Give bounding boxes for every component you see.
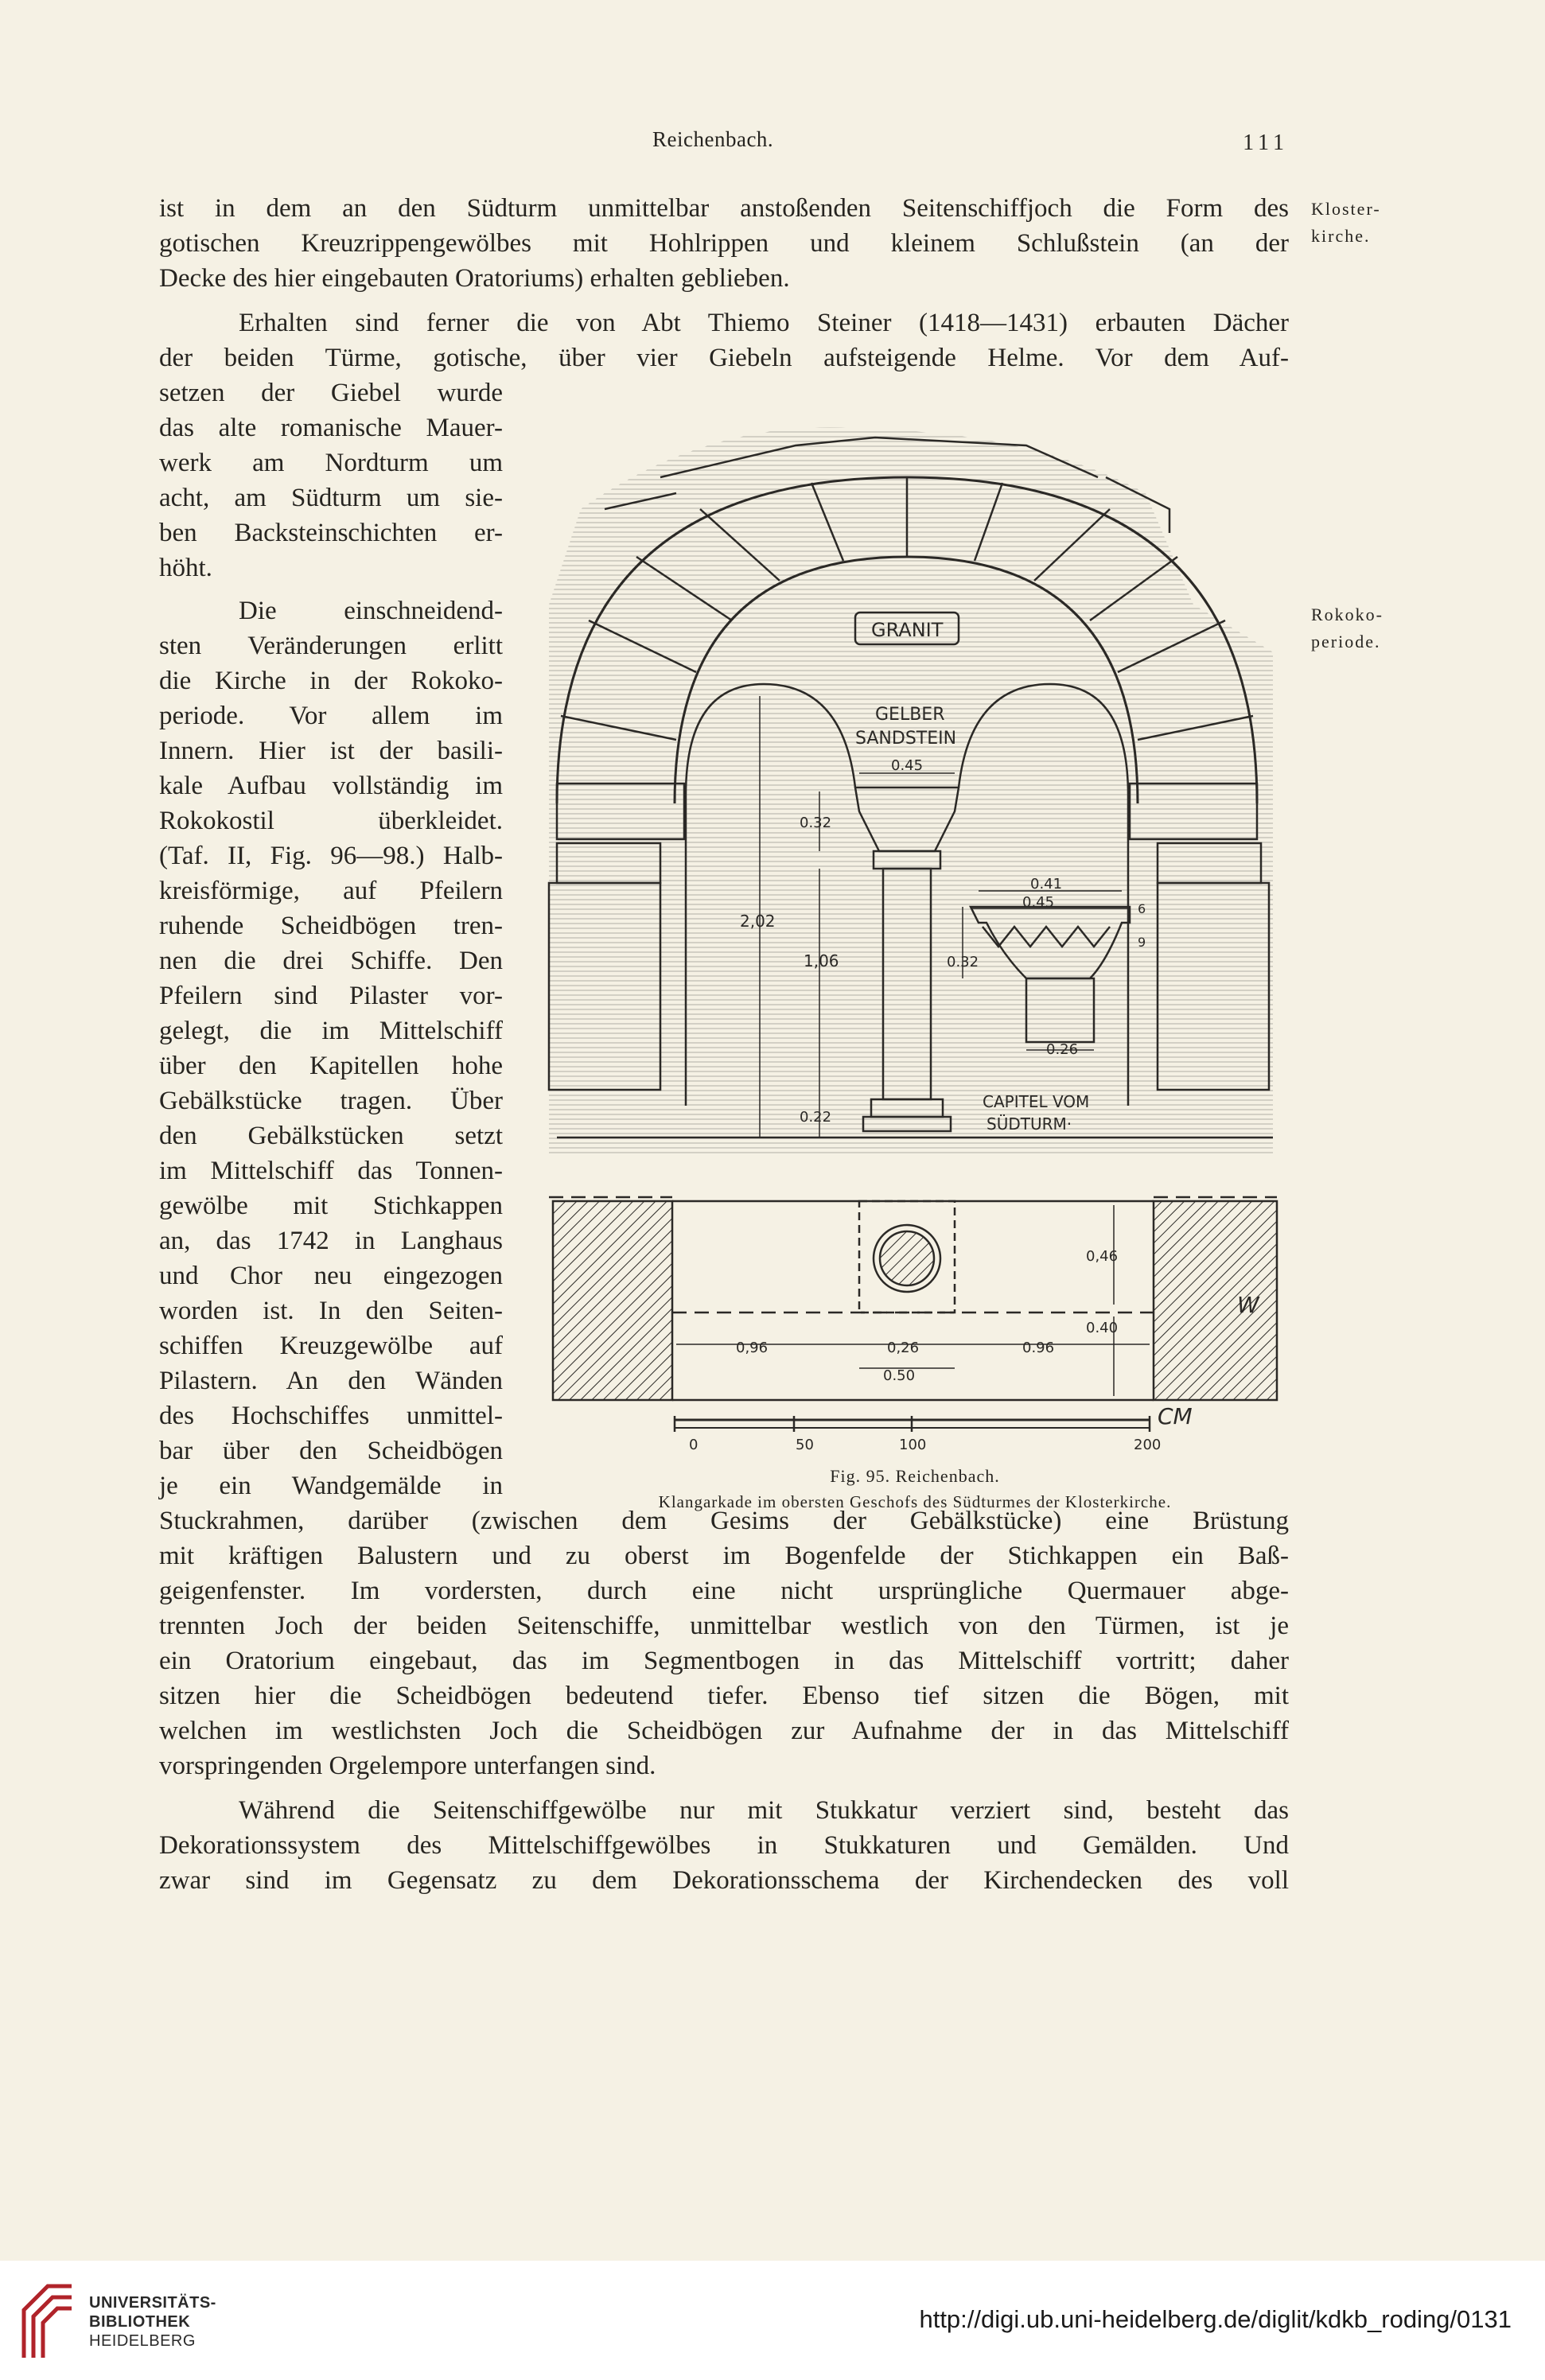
page-number: 111 <box>1243 130 1289 155</box>
dim-050: 0.50 <box>883 1367 916 1384</box>
label-gelber: GELBER <box>875 705 945 725</box>
dim-032: 0.32 <box>800 815 832 831</box>
body-line: im Mittelschiff das Tonnen- <box>159 1157 503 1185</box>
body-line: Erhalten sind ferner die von Abt Thiemo Steiner (1418—1431) erbauten Dächer <box>239 309 1289 337</box>
body-line: schiffen Kreuzgewölbe auf <box>159 1332 503 1360</box>
body-line: und Chor neu eingezogen <box>159 1262 503 1290</box>
source-url-link[interactable]: http://digi.ub.uni-heidelberg.de/diglit/kdkb_roding/0131 <box>919 2305 1512 2333</box>
body-line: zwar sind im Gegensatz zu dem Dekorationsschema der Kirchendecken des voll <box>159 1866 1289 1895</box>
dim-026-plan: 0,26 <box>887 1340 920 1356</box>
body-line: gelegt, die im Mittelschiff <box>159 1017 503 1045</box>
figure-caption-title: Fig. 95. Reichenbach. <box>830 1466 1000 1486</box>
body-line: (Taf. II, Fig. 96—98.) Halb- <box>159 842 503 870</box>
dim-106: 1,06 <box>804 951 839 970</box>
body-line: welchen im westlichsten Joch die Scheidbögen zur Aufnahme der in das Mittelschiff <box>159 1717 1289 1745</box>
body-line: nen die drei Schiffe. Den <box>159 947 503 975</box>
body-line: ruhende Scheidbögen tren- <box>159 912 503 940</box>
label-sandstein: SANDSTEIN <box>855 729 957 749</box>
margin-note-periode: periode. <box>1311 632 1381 651</box>
running-head <box>159 127 1289 167</box>
body-line: ben Backsteinschichten er- <box>159 519 503 547</box>
body-line: Innern. Hier ist der basili- <box>159 737 503 765</box>
library-name-line: BIBLIOTHEK <box>89 2313 191 2331</box>
dim-096-right: 0.96 <box>1022 1340 1055 1356</box>
dim-032-cap: 0.32 <box>947 954 979 970</box>
scale-tick-100: 100 <box>899 1437 927 1453</box>
body-line: vorspringenden Orgelempore unterfangen sind. <box>159 1752 656 1780</box>
dim-045-cap: 0.45 <box>1022 894 1055 911</box>
body-line: kreisförmige, auf Pfeilern <box>159 877 503 905</box>
label-capitel-vom: CAPITEL VOM <box>983 1092 1090 1111</box>
body-line: an, das 1742 in Langhaus <box>159 1227 503 1255</box>
library-footer <box>0 2261 1545 2380</box>
dim-096-left: 0,96 <box>736 1340 769 1356</box>
dim-040: 0.40 <box>1086 1320 1119 1336</box>
body-line: setzen der Giebel wurde <box>159 379 503 407</box>
body-line: mit kräftigen Balustern und zu oberst im Bogenfelde der Stichkappen ein Baß- <box>159 1542 1289 1570</box>
body-line: gotischen Kreuzrippengewölbes mit Hohlrippen und kleinem Schlußstein (an der <box>159 229 1289 258</box>
label-suedturm: SÜDTURM· <box>987 1114 1072 1134</box>
body-line: Decke des hier eingebauten Oratoriums) erhalten geblieben. <box>159 264 790 293</box>
body-line: geigenfenster. Im vordersten, durch eine nicht ursprüngliche Quermauer abge- <box>159 1577 1289 1605</box>
body-line: trennten Joch der beiden Seitenschiffe, unmittelbar westlich von den Türmen, ist je <box>159 1612 1289 1640</box>
label-monogram-w: W <box>1237 1292 1259 1318</box>
body-line: ist in dem an den Südturm unmittelbar anstoßenden Seitenschiffjoch die Form des <box>159 194 1289 223</box>
label-signature: CM <box>1158 1403 1193 1429</box>
body-line: die Kirche in der Rokoko- <box>159 667 503 695</box>
scale-tick-0: 0 <box>689 1437 699 1453</box>
library-logo-icon <box>16 2278 78 2366</box>
body-line: kale Aufbau vollständig im <box>159 772 503 800</box>
body-line: das alte romanische Mauer- <box>159 414 503 442</box>
dim-026-cap: 0.26 <box>1046 1041 1079 1058</box>
body-line: den Gebälkstücken setzt <box>159 1122 503 1150</box>
dim-045-top: 0.45 <box>891 757 924 774</box>
body-line: je ein Wandgemälde in <box>159 1472 503 1500</box>
body-line: Pilastern. An den Wänden <box>159 1367 503 1395</box>
body-line: über den Kapitellen hohe <box>159 1052 503 1080</box>
body-line: höht. <box>159 554 212 582</box>
body-line: ein Oratorium eingebaut, das im Segmentbogen in das Mittelschiff vortritt; daher <box>159 1647 1289 1675</box>
body-line: periode. Vor allem im <box>159 702 503 730</box>
scale-tick-50: 50 <box>796 1437 814 1453</box>
dim-041: 0.41 <box>1030 876 1063 892</box>
body-line: gewölbe mit Stichkappen <box>159 1192 503 1220</box>
margin-note-kirche: kirche. <box>1311 226 1371 246</box>
body-line: sten Veränderungen erlitt <box>159 632 503 660</box>
body-line: der beiden Türme, gotische, über vier Giebeln aufsteigende Helme. Vor dem Auf- <box>159 344 1289 372</box>
library-name-line: UNIVERSITÄTS- <box>89 2294 216 2312</box>
body-line: Dekorationssystem des Mittelschiffgewölbes in Stukkaturen und Gemälden. Und <box>159 1831 1289 1860</box>
body-line: Stuckrahmen, darüber (zwischen dem Gesims der Gebälkstücke) eine Brüstung <box>159 1507 1289 1535</box>
dim-9: 9 <box>1138 935 1146 950</box>
margin-note-rokoko: Rokoko- <box>1311 605 1383 624</box>
body-line: sitzen hier die Scheidbögen bedeutend tiefer. Ebenso tief sitzen die Bögen, mit <box>159 1682 1289 1710</box>
body-line: des Hochschiffes unmittel- <box>159 1402 503 1430</box>
margin-note-kloster: Kloster- <box>1311 199 1381 219</box>
body-line: Während die Seitenschiffgewölbe nur mit Stukkatur verziert sind, besteht das <box>239 1796 1289 1825</box>
body-line: worden ist. In den Seiten- <box>159 1297 503 1325</box>
body-line: Gebälkstücke tragen. Über <box>159 1087 503 1115</box>
scale-tick-200: 200 <box>1134 1437 1162 1453</box>
dim-046: 0,46 <box>1086 1248 1119 1265</box>
library-name-line: HEIDELBERG <box>89 2332 196 2350</box>
body-line: bar über den Scheidbögen <box>159 1437 503 1465</box>
body-line: Pfeilern sind Pilaster vor- <box>159 982 503 1010</box>
dim-6: 6 <box>1138 901 1146 916</box>
dim-202: 2,02 <box>740 912 776 931</box>
body-line: Rokokostil überkleidet. <box>159 807 503 835</box>
body-line: Die einschneidend- <box>239 597 503 625</box>
body-line: acht, am Südturm um sie- <box>159 484 503 512</box>
arcade-drawing <box>541 422 1289 1519</box>
running-title: Reichenbach. <box>652 127 774 151</box>
dim-022: 0.22 <box>800 1109 832 1126</box>
figure-caption-text: Klangarkade im obersten Geschofs des Südturmes der Klosterkirche. <box>658 1492 1172 1511</box>
body-line: werk am Nordturm um <box>159 449 503 477</box>
label-granit: GRANIT <box>871 619 944 641</box>
